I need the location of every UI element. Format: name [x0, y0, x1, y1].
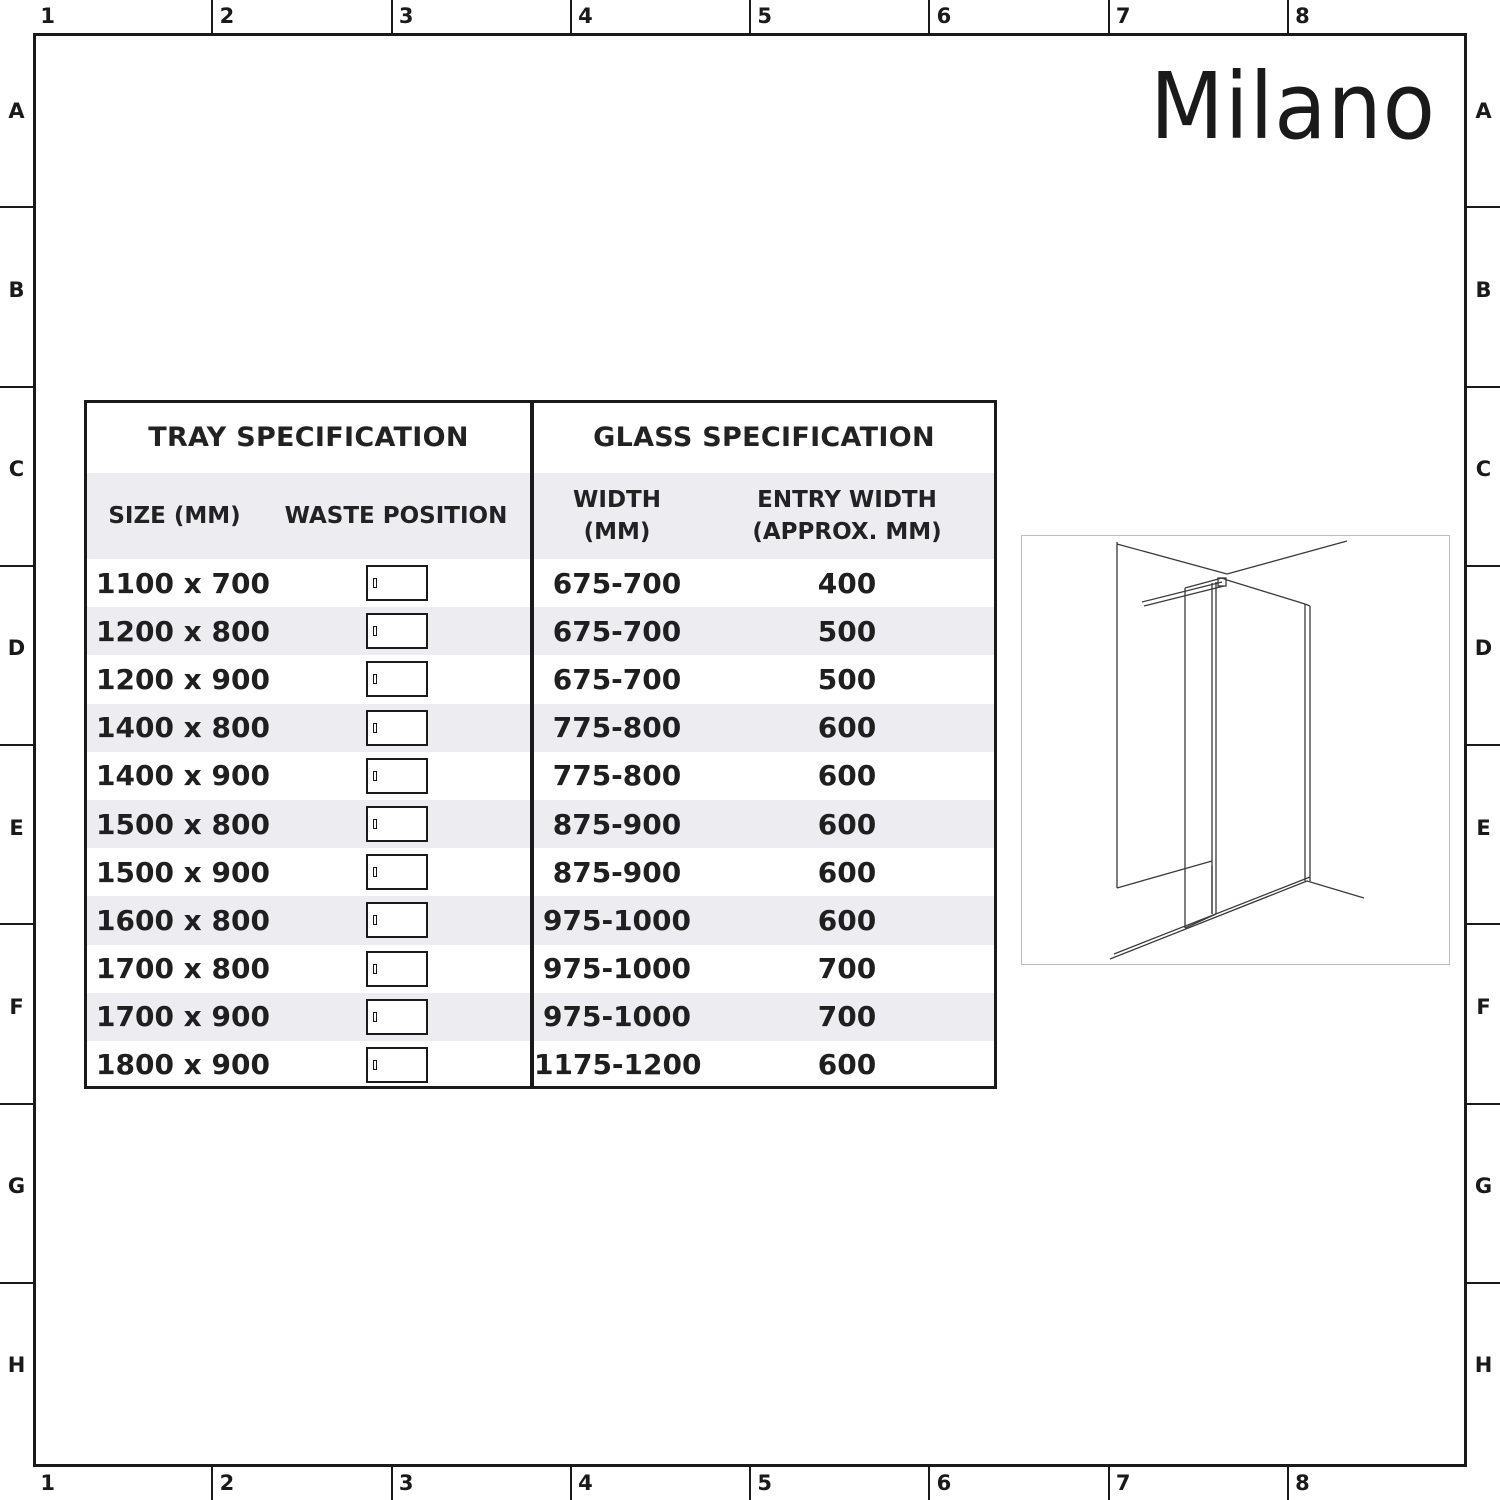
grid-column-label: 4 — [578, 1471, 593, 1495]
width-header-line1: WIDTH — [573, 487, 661, 513]
table-row — [534, 752, 994, 800]
ruler-tick — [1467, 923, 1500, 925]
table-row — [534, 993, 994, 1041]
waste-position-cell — [262, 661, 530, 697]
ruler-tick — [0, 386, 33, 388]
tray-size-cell: 1500 x 800 — [96, 807, 270, 841]
grid-column-label: 3 — [398, 1471, 414, 1495]
grid-column-label: 7 — [1115, 1471, 1131, 1495]
waste-position-icon — [366, 710, 428, 746]
waste-position-cell — [262, 565, 530, 601]
waste-outlet-icon — [373, 723, 377, 733]
tray-size-cell: 1700 x 900 — [96, 1000, 270, 1034]
grid-row-label: A — [8, 98, 25, 123]
grid-row-label: B — [1475, 277, 1492, 302]
glass-width-cell: 675-700 — [552, 614, 682, 648]
glass-width-cell: 975-1000 — [543, 1000, 691, 1034]
grid-row-label: E — [9, 815, 24, 840]
grid-row-label: G — [7, 1174, 26, 1199]
ruler-tick — [1467, 206, 1500, 208]
grid-column-label: 3 — [398, 4, 414, 28]
tray-size-cell: 1400 x 900 — [96, 759, 270, 793]
ruler-tick — [0, 744, 33, 746]
glass-column-headers — [534, 473, 994, 559]
grid-column-label: 2 — [219, 1471, 235, 1495]
waste-position-cell — [262, 710, 530, 746]
ruler-tick — [0, 923, 33, 925]
table-row — [87, 945, 530, 993]
grid-row-label: E — [1476, 815, 1491, 840]
waste-position-icon — [366, 661, 428, 697]
table-row — [87, 559, 530, 607]
tray-size-cell: 1600 x 800 — [96, 903, 270, 937]
ruler-tick — [1467, 1282, 1500, 1284]
glass-specification-title: GLASS SPECIFICATION — [593, 422, 935, 453]
table-row — [534, 945, 994, 993]
glass-width-cell: 875-900 — [552, 807, 682, 841]
waste-position-header: WASTE POSITION — [284, 503, 508, 529]
entry-width-cell: 600 — [817, 807, 877, 841]
waste-position-icon — [366, 758, 428, 794]
shower-screen-illustration — [1021, 535, 1450, 965]
waste-position-cell — [262, 999, 530, 1035]
grid-row-label: H — [7, 1353, 26, 1378]
waste-position-icon — [366, 565, 428, 601]
grid-row-label: F — [9, 994, 24, 1019]
ruler-tick — [1467, 565, 1500, 567]
entry-width-cell: 500 — [817, 662, 877, 696]
table-row — [534, 896, 994, 944]
ruler-tick — [1467, 386, 1500, 388]
waste-position-icon — [366, 902, 428, 938]
grid-column-label: 7 — [1115, 4, 1131, 28]
waste-outlet-icon — [373, 819, 377, 829]
waste-outlet-icon — [373, 578, 377, 588]
table-row — [87, 1041, 530, 1089]
table-row — [87, 896, 530, 944]
waste-position-icon — [366, 999, 428, 1035]
tray-size-cell: 1500 x 900 — [96, 855, 270, 889]
waste-outlet-icon — [373, 867, 377, 877]
table-row — [87, 655, 530, 703]
milano-logo: Milano — [1150, 53, 1436, 160]
grid-row-label: D — [7, 636, 26, 661]
grid-column-label: 6 — [936, 1471, 952, 1495]
ruler-tick — [0, 1282, 33, 1284]
grid-row-label: C — [8, 457, 25, 482]
glass-width-cell: 1175-1200 — [534, 1048, 702, 1082]
tray-size-cell: 1400 x 800 — [96, 711, 270, 745]
grid-column-label: 1 — [40, 4, 55, 28]
table-row — [87, 752, 530, 800]
waste-position-cell — [262, 613, 530, 649]
tray-rows — [87, 559, 530, 1089]
grid-row-label: C — [1475, 457, 1492, 482]
entry-width-cell: 700 — [817, 952, 877, 986]
waste-position-icon — [366, 951, 428, 987]
grid-column-label: 1 — [40, 1471, 55, 1495]
entry-width-cell: 600 — [817, 903, 877, 937]
waste-outlet-icon — [373, 1012, 377, 1022]
entry-width-cell: 600 — [817, 759, 877, 793]
table-row — [534, 655, 994, 703]
grid-row-label: D — [1474, 636, 1493, 661]
grid-ruler-bottom — [0, 1467, 1500, 1500]
glass-width-cell: 975-1000 — [543, 952, 691, 986]
entry-width-cell: 400 — [817, 566, 877, 600]
grid-column-label: 5 — [757, 1471, 772, 1495]
tray-specification-title: TRAY SPECIFICATION — [148, 422, 469, 453]
table-row — [87, 704, 530, 752]
width-header — [534, 484, 700, 548]
entry-width-cell: 600 — [817, 855, 877, 889]
waste-position-cell — [262, 758, 530, 794]
table-row — [87, 800, 530, 848]
waste-position-icon — [366, 806, 428, 842]
waste-position-icon — [366, 1047, 428, 1083]
grid-column-label: 4 — [578, 4, 593, 28]
glass-width-cell: 675-700 — [552, 566, 682, 600]
glass-width-cell: 875-900 — [552, 855, 682, 889]
table-row — [534, 559, 994, 607]
waste-position-cell — [262, 902, 530, 938]
grid-row-label: B — [8, 277, 25, 302]
tray-size-cell: 1700 x 800 — [96, 952, 270, 986]
grid-ruler-top — [0, 0, 1500, 33]
ruler-tick — [1467, 744, 1500, 746]
glass-width-cell: 775-800 — [552, 759, 682, 793]
ruler-tick — [1467, 1103, 1500, 1105]
waste-outlet-icon — [373, 771, 377, 781]
grid-row-label: F — [1476, 994, 1491, 1019]
grid-ruler-left — [0, 0, 33, 1500]
tray-size-cell: 1100 x 700 — [96, 566, 270, 600]
grid-ruler-right — [1467, 0, 1500, 1500]
waste-position-cell — [262, 951, 530, 987]
waste-outlet-icon — [373, 1060, 377, 1070]
table-row — [87, 607, 530, 655]
waste-position-cell — [262, 806, 530, 842]
ruler-tick — [0, 1103, 33, 1105]
grid-row-label: G — [1474, 1174, 1493, 1199]
waste-position-icon — [366, 854, 428, 890]
glass-width-cell: 775-800 — [552, 711, 682, 745]
grid-column-label: 8 — [1295, 4, 1310, 28]
entry-width-cell: 700 — [817, 1000, 877, 1034]
tray-column-headers — [87, 473, 530, 559]
tray-size-cell: 1200 x 900 — [96, 662, 270, 696]
grid-column-label: 5 — [757, 4, 772, 28]
table-row — [534, 607, 994, 655]
tray-size-cell: 1800 x 900 — [96, 1048, 270, 1082]
grid-row-label: H — [1474, 1353, 1493, 1378]
tray-specification-table — [84, 400, 533, 1089]
table-row — [87, 993, 530, 1041]
size-header: SIZE (MM) — [108, 503, 241, 529]
glass-width-cell: 975-1000 — [543, 903, 691, 937]
ruler-tick — [0, 206, 33, 208]
waste-position-cell — [262, 1047, 530, 1083]
grid-column-label: 6 — [936, 4, 952, 28]
entry-header-line2: (APPROX. MM) — [752, 519, 942, 545]
table-row — [534, 1041, 994, 1089]
width-header-line2: (MM) — [583, 519, 651, 545]
entry-width-cell: 500 — [817, 614, 877, 648]
waste-outlet-icon — [373, 674, 377, 684]
table-row — [534, 800, 994, 848]
shower-screen-line-drawing-icon — [1022, 536, 1451, 966]
tray-size-cell: 1200 x 800 — [96, 614, 270, 648]
table-row — [534, 704, 994, 752]
grid-column-label: 2 — [219, 4, 235, 28]
glass-width-cell: 675-700 — [552, 662, 682, 696]
grid-column-label: 8 — [1295, 1471, 1310, 1495]
table-row — [87, 848, 530, 896]
waste-position-cell — [262, 854, 530, 890]
waste-position-icon — [366, 613, 428, 649]
glass-specification-table — [531, 400, 997, 1089]
grid-row-label: A — [1475, 98, 1492, 123]
waste-outlet-icon — [373, 915, 377, 925]
waste-outlet-icon — [373, 626, 377, 636]
table-row — [534, 848, 994, 896]
glass-rows — [534, 559, 994, 1089]
entry-width-cell: 600 — [817, 711, 877, 745]
entry-width-header — [700, 484, 994, 548]
waste-outlet-icon — [373, 964, 377, 974]
entry-width-cell: 600 — [817, 1048, 877, 1082]
entry-header-line1: ENTRY WIDTH — [757, 487, 937, 513]
ruler-tick — [0, 565, 33, 567]
